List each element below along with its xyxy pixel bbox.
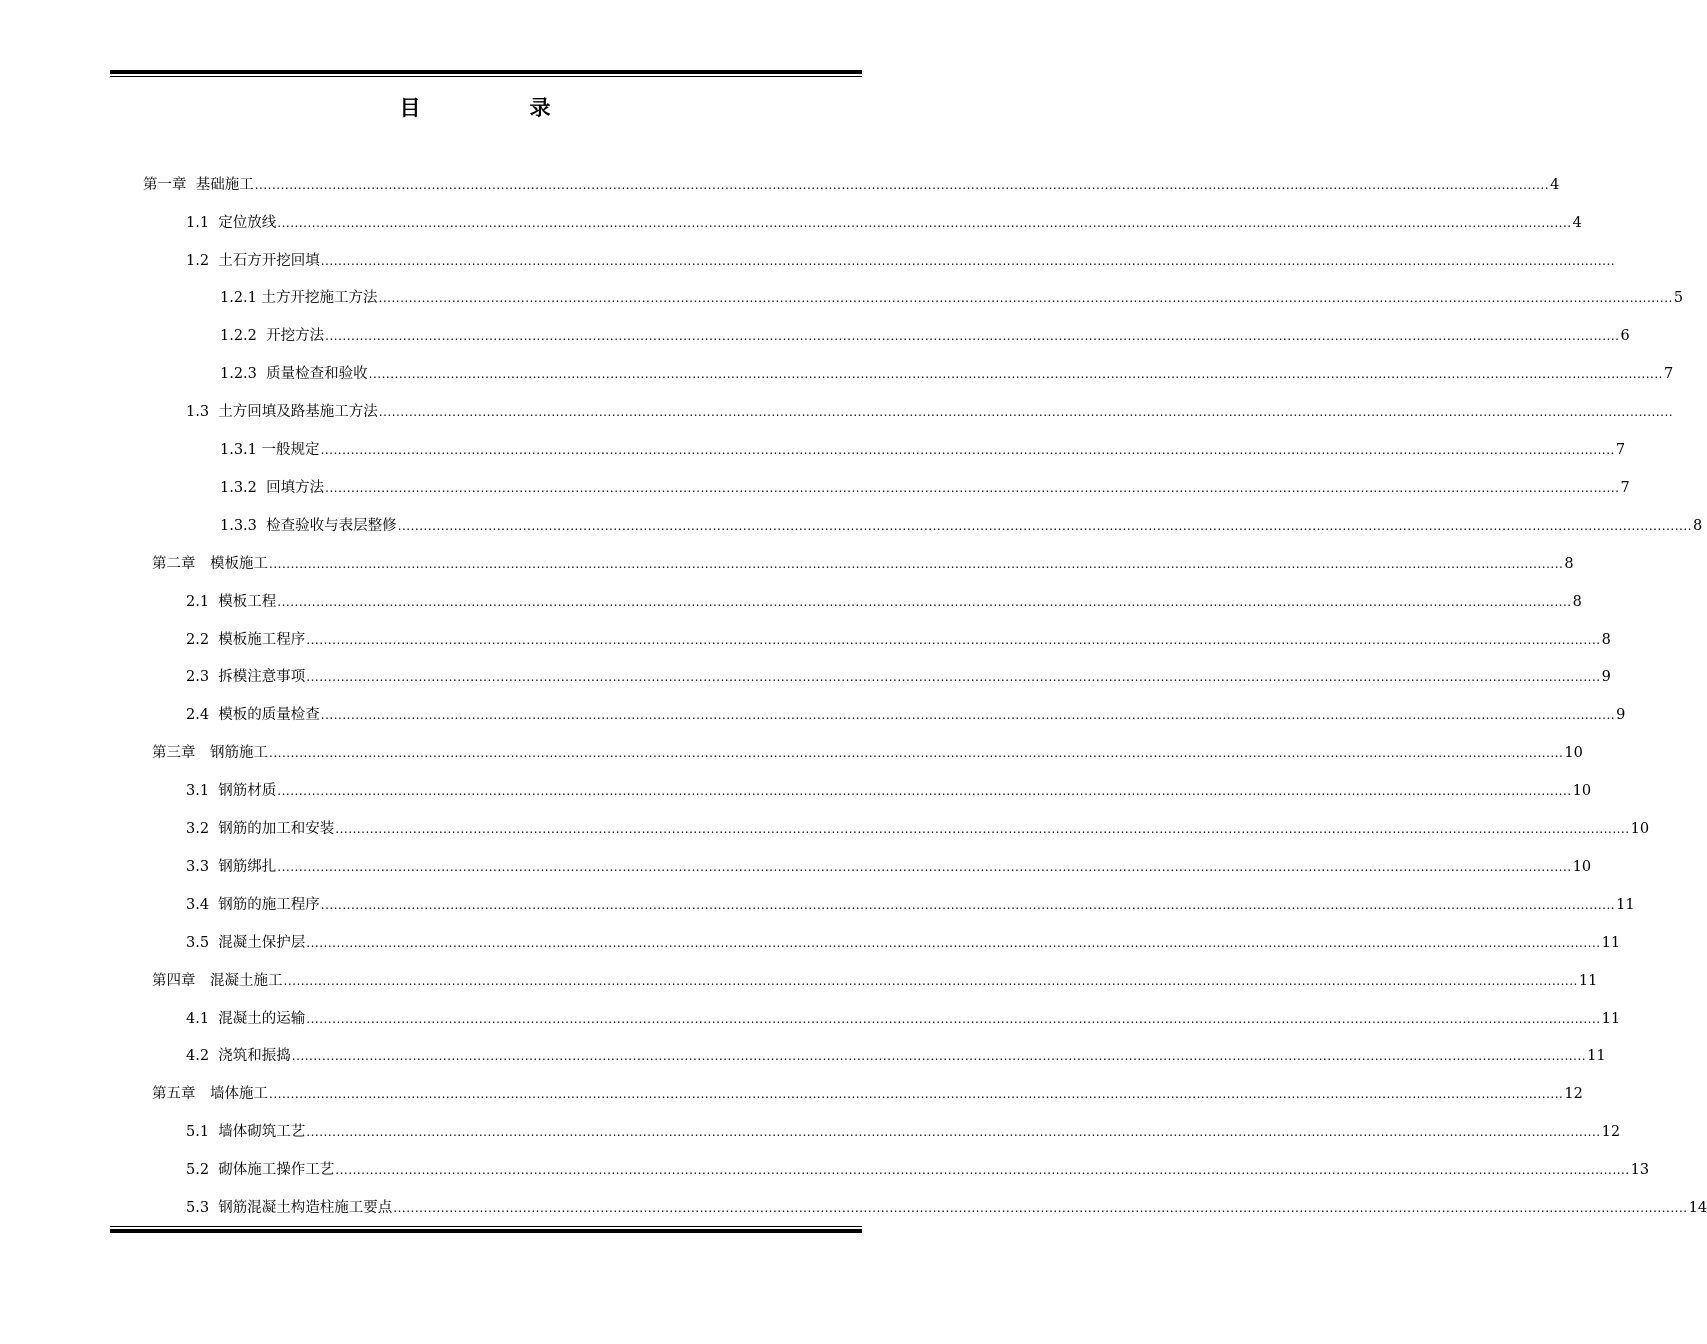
toc-entry-page: 14 <box>1688 1200 1707 1216</box>
toc-entry-label: 2.1 模板工程 <box>186 594 277 610</box>
toc-entry-label: 3.5 混凝土保护层 <box>186 935 306 951</box>
toc-entry[interactable] <box>186 1006 1621 1028</box>
toc-entry-label: 1.1 定位放线 <box>186 215 277 231</box>
toc-entry-page: 8 <box>1601 632 1611 648</box>
toc-entry-page: 9 <box>1616 707 1626 723</box>
toc-entry-page: 10 <box>1572 783 1592 799</box>
dot-leader: ............................................................................................................................................................................................................................................................................................................ <box>378 291 1673 305</box>
toc-entry[interactable] <box>186 930 1621 952</box>
toc-entry[interactable] <box>186 1195 1707 1217</box>
toc-entry[interactable] <box>186 627 1611 649</box>
page-title: 目 录 <box>399 95 595 120</box>
toc-entry-label: 2.4 模板的质量检查 <box>186 707 320 723</box>
toc-entry-label: 4.2 浇筑和振捣 <box>186 1048 291 1064</box>
dot-leader: ............................................................................................................................................................................................................................................................................................................ <box>283 974 1578 988</box>
dot-leader: ............................................................................................................................................................................................................................................................................................................ <box>320 898 1616 912</box>
toc-entry[interactable] <box>186 589 1582 611</box>
toc-entry-page: 11 <box>1578 973 1598 989</box>
toc-entry-page: 11 <box>1601 1011 1621 1027</box>
toc-entry[interactable] <box>186 778 1592 800</box>
dot-leader: ............................................................................................................................................................................................................................................................................................................ <box>335 1163 1630 1177</box>
dot-leader: ............................................................................................................................................................................................................................................................................................................ <box>306 1125 1601 1139</box>
dot-leader: ............................................................................................................................................................................................................................................................................................................ <box>306 633 1601 647</box>
toc-entry[interactable] <box>186 1119 1621 1141</box>
dot-leader: ............................................................................................................................................................................................................................................................................................................ <box>277 216 1572 230</box>
toc-entry[interactable] <box>152 1081 1583 1103</box>
toc-entry-label: 4.1 混凝土的运输 <box>186 1011 306 1027</box>
toc-entry-page: 11 <box>1601 935 1621 951</box>
dot-leader: ............................................................................................................................................................................................................................................................................................................ <box>320 443 1615 457</box>
dot-leader: ............................................................................................................................................................................................................................................................................................................ <box>277 595 1572 609</box>
toc-entry-label: 5.1 墙体砌筑工艺 <box>186 1124 306 1140</box>
toc-entry-page: 9 <box>1601 669 1611 685</box>
toc-entry[interactable] <box>152 740 1583 762</box>
dot-leader: ............................................................................................................................................................................................................................................................................................................ <box>320 254 1616 268</box>
dot-leader: ............................................................................................................................................................................................................................................................................................................ <box>306 1012 1601 1026</box>
toc-entry-page: 4 <box>1550 177 1560 193</box>
toc-entry-label: 5.3 钢筋混凝土构造柱施工要点 <box>186 1200 393 1216</box>
toc-entry-page: 11 <box>1616 897 1635 913</box>
toc-entry[interactable] <box>152 551 1574 573</box>
toc-entry-page: 8 <box>1692 518 1703 534</box>
toc-entry[interactable] <box>220 285 1684 307</box>
toc-entry-page: 7 <box>1615 442 1626 458</box>
toc-entry[interactable] <box>186 248 1616 270</box>
toc-entry[interactable] <box>220 323 1630 345</box>
toc-entry-label: 第五章 墙体施工 <box>152 1086 268 1102</box>
toc-entry-label: 3.4 钢筋的施工程序 <box>186 897 320 913</box>
toc-entry[interactable] <box>220 361 1674 383</box>
dot-leader: ............................................................................................................................................................................................................................................................................................................ <box>368 367 1663 381</box>
toc-entry-page: 8 <box>1572 594 1582 610</box>
toc-entry-label: 2.2 模板施工程序 <box>186 632 306 648</box>
toc-entry[interactable] <box>220 437 1626 459</box>
toc-entry-label: 1.2.2 开挖方法 <box>220 328 325 344</box>
dot-leader: ............................................................................................................................................................................................................................................................................................................ <box>277 860 1572 874</box>
header-rule <box>110 70 862 77</box>
footer-rule <box>110 1226 862 1233</box>
dot-leader: ............................................................................................................................................................................................................................................................................................................ <box>306 936 1601 950</box>
toc-entry-label: 1.3 土方回填及路基施工方法 <box>186 404 378 420</box>
toc-entry-page: 10 <box>1564 745 1583 761</box>
dot-leader: ............................................................................................................................................................................................................................................................................................................ <box>291 1049 1587 1063</box>
dot-leader: ............................................................................................................................................................................................................................................................................................................ <box>393 1201 1688 1215</box>
toc-entry-page: 11 <box>1587 1048 1606 1064</box>
toc-entry[interactable] <box>186 892 1635 914</box>
dot-leader: ............................................................................................................................................................................................................................................................................................................ <box>397 519 1692 533</box>
toc-entry-label: 1.3.2 回填方法 <box>220 480 325 496</box>
toc-entry[interactable] <box>186 399 1674 421</box>
dot-leader: ............................................................................................................................................................................................................................................................................................................ <box>325 481 1620 495</box>
dot-leader: ............................................................................................................................................................................................................................................................................................................ <box>306 670 1601 684</box>
toc-entry-page: 12 <box>1564 1086 1583 1102</box>
toc-entry-page: 7 <box>1620 480 1630 496</box>
toc-entry-label: 第四章 混凝土施工 <box>152 973 283 989</box>
toc-entry-label: 1.2.3 质量检查和验收 <box>220 366 368 382</box>
toc-entry[interactable] <box>186 1157 1650 1179</box>
toc-entry[interactable] <box>186 702 1626 724</box>
toc-entry[interactable] <box>186 1043 1606 1065</box>
toc-entry[interactable] <box>186 854 1592 876</box>
toc-entry-label: 第二章 模板施工 <box>152 556 268 572</box>
toc-entry-page: 8 <box>1564 556 1574 572</box>
toc-entry-label: 3.1 钢筋材质 <box>186 783 277 799</box>
toc-entry-page: 6 <box>1620 328 1630 344</box>
toc-entry[interactable] <box>220 475 1630 497</box>
toc-entry-label: 3.2 钢筋的加工和安装 <box>186 821 335 837</box>
dot-leader: ............................................................................................................................................................................................................................................................................................................ <box>335 822 1630 836</box>
dot-leader: ............................................................................................................................................................................................................................................................................................................ <box>320 708 1616 722</box>
dot-leader: ............................................................................................................................................................................................................................................................................................................ <box>378 405 1674 419</box>
toc-entry-label: 5.2 砌体施工操作工艺 <box>186 1162 335 1178</box>
toc-entry-page: 12 <box>1601 1124 1621 1140</box>
toc-entry-label: 2.3 拆模注意事项 <box>186 669 306 685</box>
toc-entry-label: 1.2.1 土方开挖施工方法 <box>220 290 378 306</box>
toc-entry-label: 1.2 土石方开挖回填 <box>186 253 320 269</box>
toc-entry-page: 4 <box>1572 215 1582 231</box>
toc-entry-page: 5 <box>1673 290 1684 306</box>
toc-entry-page: 7 <box>1663 366 1674 382</box>
dot-leader: ............................................................................................................................................................................................................................................................................................................ <box>269 557 1564 571</box>
dot-leader: ............................................................................................................................................................................................................................................................................................................ <box>269 1087 1564 1101</box>
toc-entry-label: 第三章 钢筋施工 <box>152 745 268 761</box>
toc-entry[interactable] <box>186 210 1582 232</box>
toc-entry-page: 13 <box>1630 1162 1650 1178</box>
dot-leader: ............................................................................................................................................................................................................................................................................................................ <box>277 784 1572 798</box>
toc-entry-label: 3.3 钢筋绑扎 <box>186 859 277 875</box>
toc-entry[interactable] <box>186 816 1650 838</box>
toc-entry[interactable] <box>220 513 1703 535</box>
dot-leader: ............................................................................................................................................................................................................................................................................................................ <box>269 746 1564 760</box>
toc-entry[interactable] <box>152 968 1598 990</box>
dot-leader: ............................................................................................................................................................................................................................................................................................................ <box>254 178 1550 192</box>
toc-entry-page: 10 <box>1572 859 1592 875</box>
toc-entry-label: 第一章 基础施工 <box>143 177 254 193</box>
dot-leader: ............................................................................................................................................................................................................................................................................................................ <box>325 329 1620 343</box>
toc-entry[interactable] <box>186 664 1611 686</box>
toc-entry-label: 1.3.3 检查验收与表层整修 <box>220 518 397 534</box>
toc-entry-label: 1.3.1 一般规定 <box>220 442 320 458</box>
toc-entry[interactable] <box>143 172 1560 194</box>
toc-entry-page: 10 <box>1630 821 1650 837</box>
